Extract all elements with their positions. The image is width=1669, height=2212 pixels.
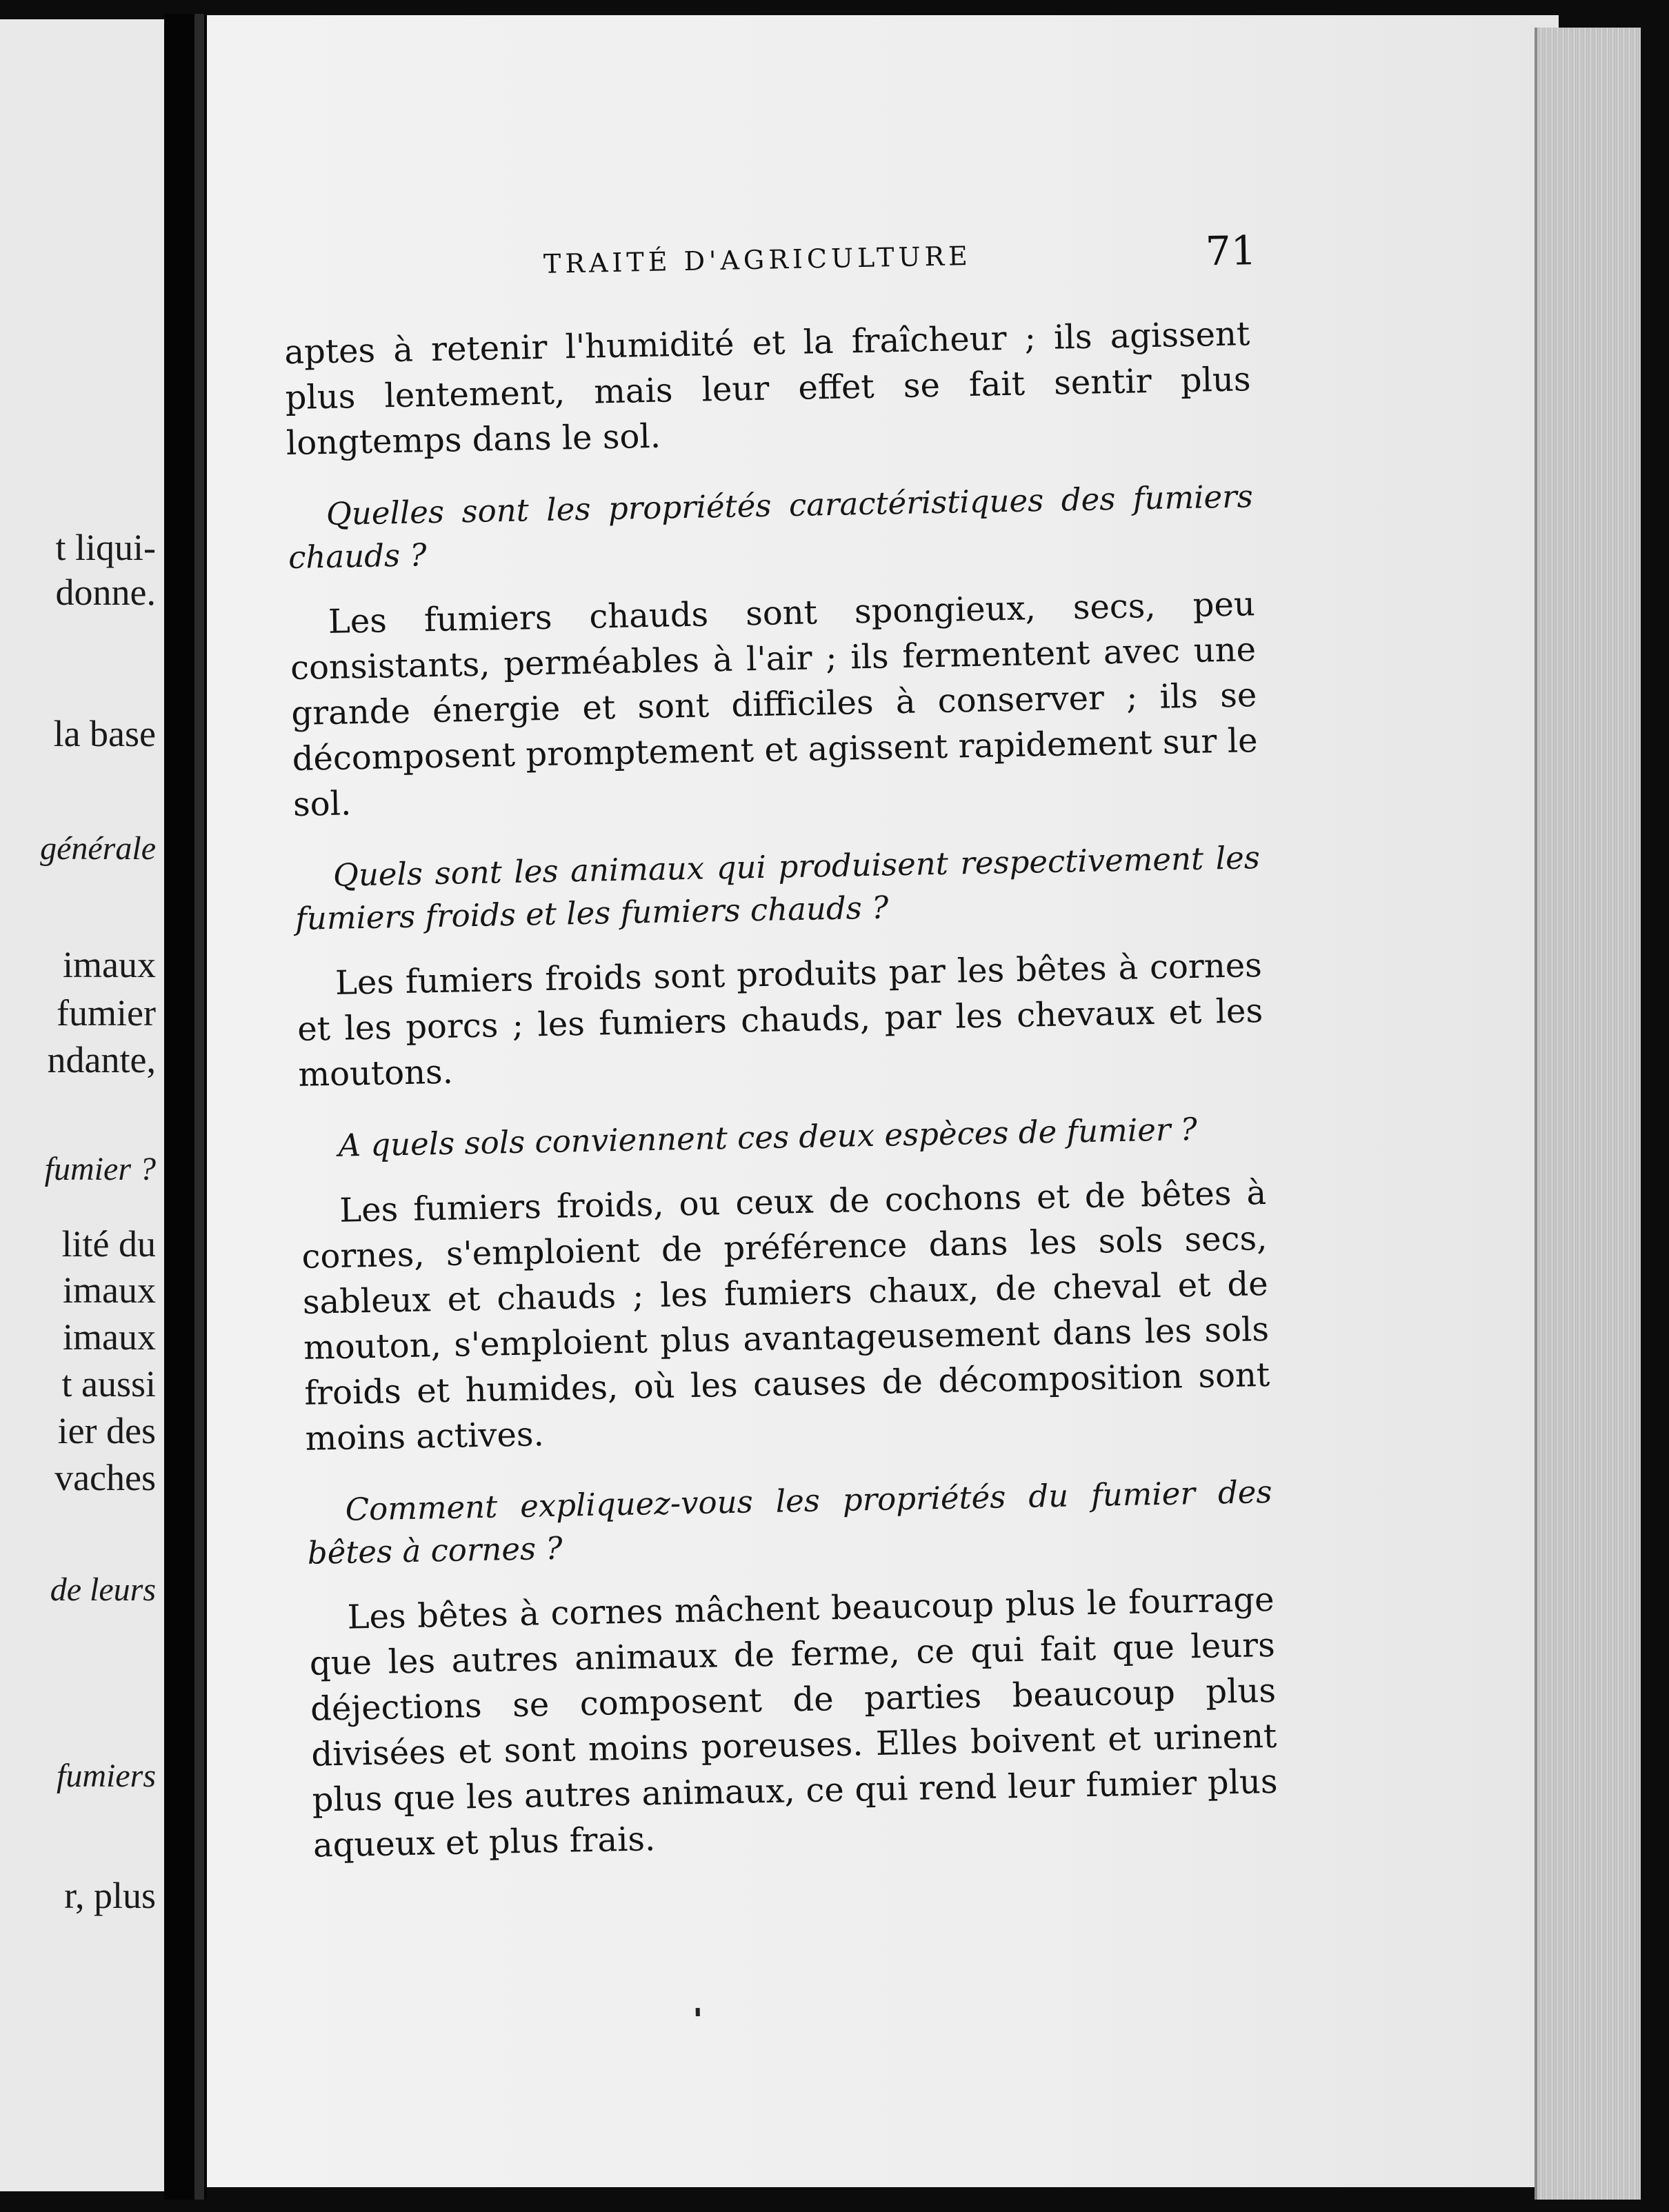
left-page-line: fumier (57, 992, 156, 1034)
left-page-line: t aussi (61, 1363, 156, 1405)
left-page-line: donne. (55, 572, 156, 613)
left-page-line: imaux (63, 1316, 156, 1358)
question: Comment expliquez-vous les propriétés du fumier des bêtes à cornes ? (307, 1473, 1272, 1571)
paragraph: aptes à retenir l'humidité et la fraîcheur ; ils agissent plus lentement, mais leur effet se fait sentir plus longtemps dans le sol. (283, 314, 1251, 463)
paragraph: Les fumiers froids, ou ceux de cochons et de bêtes à cornes, s'emploient de préférence dans les sols secs, sableux et chauds ; les fumiers chaux, de cheval et de mouton, s'emploient plus avantageusement dans les sols froids et humides, où les causes de décomposition sont moins actives. (301, 1173, 1270, 1458)
left-page-line: r, plus (64, 1875, 156, 1916)
page-edges (1535, 28, 1641, 2200)
main-page (207, 15, 1559, 2187)
paragraph: Les fumiers chauds sont spongieux, secs, peu consistants, perméables à l'air ; ils fermentent avec une grande énergie et sont difficiles à conserver ; ils se décomposent promptement et agissent rapidement sur le sol. (290, 585, 1259, 824)
question: Quelles sont les propriétés caractéristiques des fumiers chauds ? (288, 478, 1254, 576)
paragraph: Les bêtes à cornes mâchent beaucoup plus le fourrage que les autres animaux de ferme, ce qui fait que leurs déjections se composent de parties beaucoup plus divisées et sont moins poreuses. Elles boivent et urinent plus que les autres animaux, ce qui rend leur fumier plus aqueux et plus frais. (309, 1580, 1279, 1865)
left-page-line: de leurs (50, 1571, 156, 1608)
question: Quels sont les animaux qui produisent respectivement les fumiers froids et les fumiers chauds ? (294, 839, 1261, 937)
left-page-line: générale (40, 830, 156, 867)
left-page-line: vaches (54, 1457, 156, 1498)
question: A quels sols conviennent ces deux espèces de fumier ? (338, 1110, 1198, 1164)
left-page-line: fumiers (57, 1758, 156, 1794)
body-text (284, 311, 1279, 1896)
running-head: TRAITÉ D'AGRICULTURE (543, 240, 972, 279)
gutter-shadow (194, 14, 204, 2200)
page-content (207, 15, 1559, 2187)
left-facing-page (0, 19, 164, 2191)
left-page-line: lité du (61, 1223, 156, 1265)
page-number: 71 (1205, 227, 1257, 275)
left-page-line: la base (53, 713, 156, 754)
left-page-line: ier des (57, 1410, 156, 1451)
left-page-line: fumier ? (44, 1151, 156, 1187)
left-page-line: imaux (63, 944, 156, 985)
left-page-line: ndante, (47, 1039, 156, 1080)
paragraph: Les fumiers froids sont produits par les bêtes à cornes et les porcs ; les fumiers chauds, par les chevaux et les moutons. (297, 946, 1263, 1094)
left-page-line: imaux (63, 1269, 156, 1311)
left-page-line: t liqui- (55, 527, 156, 568)
print-mark (696, 2008, 700, 2016)
